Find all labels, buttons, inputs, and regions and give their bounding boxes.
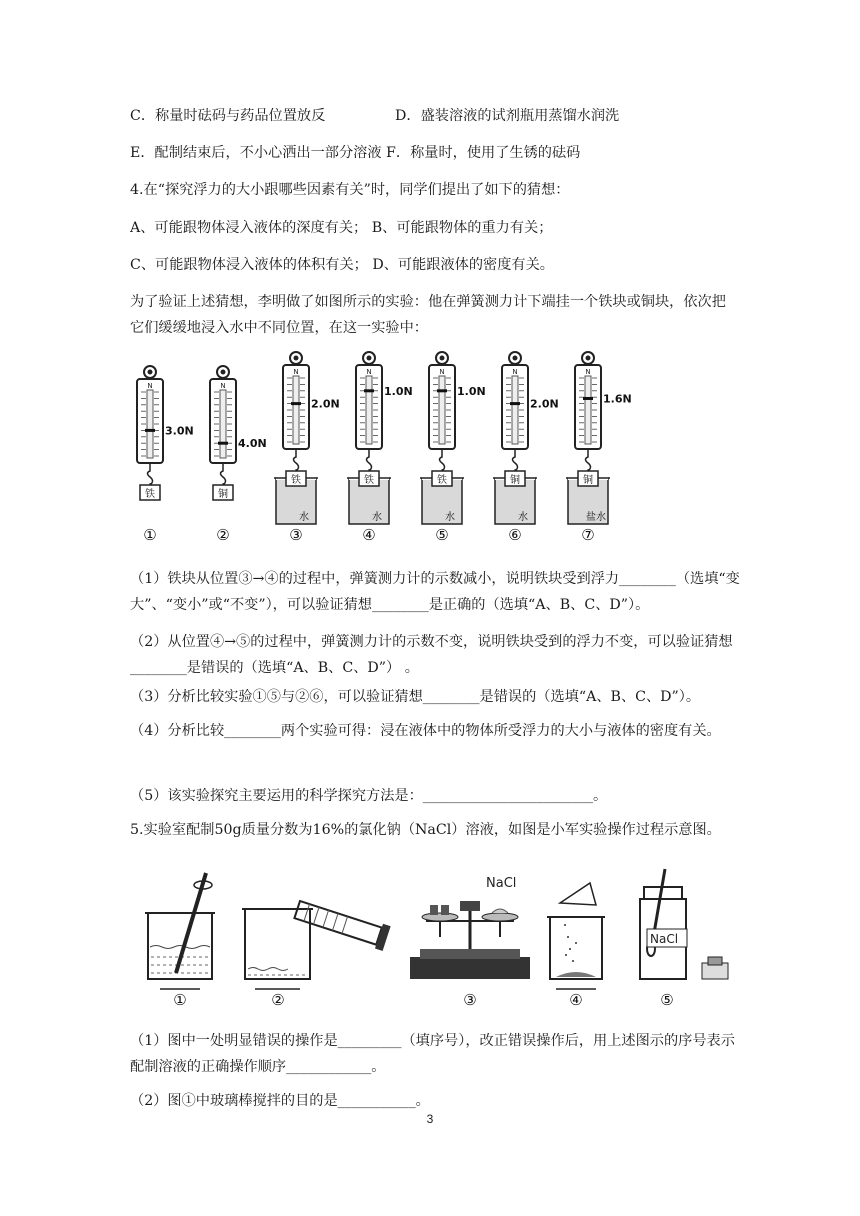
- spring-scale-7: [566, 352, 632, 544]
- q4-sub1: （1）铁块从位置③→④的过程中，弹簧测力计的示数减小，说明铁块受到浮力________（选填“变大”、“变小”或“不变”），可以验证猜想________是正确的（选填“A、B、C、D”）。: [130, 571, 740, 613]
- beaker-stirring-icon: [145, 873, 215, 989]
- step-number: ②: [271, 991, 285, 1009]
- spring-scale-figure: [130, 350, 632, 545]
- q5-sub1: （1）图中一处明显错误的操作是_________（填序号），改正错误操作后，用上述图示的序号表示配制溶液的正确操作顺序____________。: [130, 1033, 735, 1075]
- step-number: ①: [173, 991, 187, 1009]
- block-label: 铁: [437, 475, 447, 486]
- experiment-number: ③: [289, 526, 303, 544]
- liquid-label: 水: [518, 512, 528, 523]
- q4-guess-ab: A、可能跟物体浸入液体的深度有关； B、可能跟物体的重力有关；: [130, 220, 553, 236]
- scale-reading: 3.0N: [165, 424, 194, 438]
- step-number: ⑤: [660, 991, 674, 1009]
- scale-reading: 1.0N: [384, 384, 413, 398]
- scale-reading: 2.0N: [530, 397, 559, 411]
- scale-reading: 4.0N: [238, 437, 267, 451]
- block-label: 铜: [510, 475, 520, 486]
- q4-sub2: （2）从位置④→⑤的过程中，弹簧测力计的示数不变，说明铁块受到的浮力不变，可以验证猜想________是错误的（选填“A、B、C、D”） 。: [130, 634, 733, 676]
- experiment-number: ⑦: [581, 526, 595, 544]
- lab-operation-figure: [140, 865, 750, 1010]
- scale-unit-label: N: [439, 368, 445, 376]
- scale-unit-label: N: [147, 382, 153, 390]
- q4-guess-cd: C、可能跟物体浸入液体的体积有关； D、可能跟液体的密度有关。: [130, 257, 554, 273]
- q4-stem: 4.在“探究浮力的大小跟哪些因素有关”时，同学们提出了如下的猜想：: [130, 182, 570, 198]
- scale-reading: 1.6N: [603, 392, 632, 406]
- block-label: 铁: [145, 489, 155, 500]
- step-number: ③: [463, 991, 477, 1009]
- experiment-number: ⑥: [508, 526, 522, 544]
- page-number: 3: [426, 1112, 434, 1126]
- reagent-bottle-icon: [640, 869, 728, 979]
- q4-intro: 为了验证上述猜想，李明做了如图所示的实验：他在弹簧测力计下端挂一个铁块或铜块，依次把它们缓缓地浸入水中不同位置，在这一实验中：: [130, 294, 726, 336]
- scale-reading: 2.0N: [311, 397, 340, 411]
- liquid-label: 水: [372, 512, 382, 523]
- scale-reading: 1.0N: [457, 384, 486, 398]
- q4-sub4: （4）分析比较________两个实验可得：浸在液体中的物体所受浮力的大小与液体的密度有关。: [130, 723, 721, 739]
- balance-scale-icon: [410, 901, 530, 979]
- spring-scale-2: [210, 366, 267, 544]
- pouring-powder-icon: [547, 883, 605, 989]
- option-e-f: E．配制结束后，不小心洒出一部分溶液 F．称量时，使用了生锈的砝码: [130, 145, 581, 161]
- block-label: 铁: [364, 475, 374, 486]
- step-number: ④: [569, 991, 583, 1009]
- liquid-label: 水: [299, 512, 309, 523]
- option-c: C．称量时砝码与药品位置放反: [130, 108, 326, 124]
- spring-scale-1: [137, 366, 194, 544]
- spring-scale-4: [347, 352, 413, 544]
- experiment-number: ④: [362, 526, 376, 544]
- liquid-label: 水: [445, 512, 455, 523]
- block-label: 铜: [218, 489, 228, 500]
- liquid-label: 盐水: [586, 512, 606, 523]
- experiment-number: ②: [216, 526, 230, 544]
- block-label: 铜: [583, 475, 593, 486]
- nacl-label-balance: NaCl: [486, 876, 517, 891]
- scale-unit-label: N: [220, 382, 226, 390]
- scale-unit-label: N: [293, 368, 299, 376]
- q5-sub2: （2）图①中玻璃棒搅拌的目的是___________。: [130, 1093, 430, 1109]
- q4-sub5: （5）该实验探究主要运用的科学探究方法是：________________________。: [130, 788, 608, 804]
- option-d: D．盛装溶液的试剂瓶用蒸馏水润洗: [395, 108, 620, 124]
- experiment-number: ①: [143, 526, 157, 544]
- q4-sub3: （3）分析比较实验①⑤与②⑥，可以验证猜想________是错误的（选填“A、B、C、D”）。: [130, 689, 701, 705]
- spring-scale-6: [493, 352, 559, 544]
- q5-stem: 5.实验室配制50g质量分数为16%的氯化钠（NaCl）溶液，如图是小军实验操作过程示意图。: [130, 822, 721, 838]
- scale-unit-label: N: [512, 368, 518, 376]
- block-label: 铁: [291, 475, 301, 486]
- pouring-cylinder-icon: [242, 897, 391, 989]
- spring-scale-5: [420, 352, 486, 544]
- spring-scale-3: [274, 352, 340, 544]
- scale-unit-label: N: [366, 368, 372, 376]
- experiment-number: ⑤: [435, 526, 449, 544]
- nacl-label-bottle: NaCl: [650, 932, 679, 946]
- scale-unit-label: N: [585, 368, 591, 376]
